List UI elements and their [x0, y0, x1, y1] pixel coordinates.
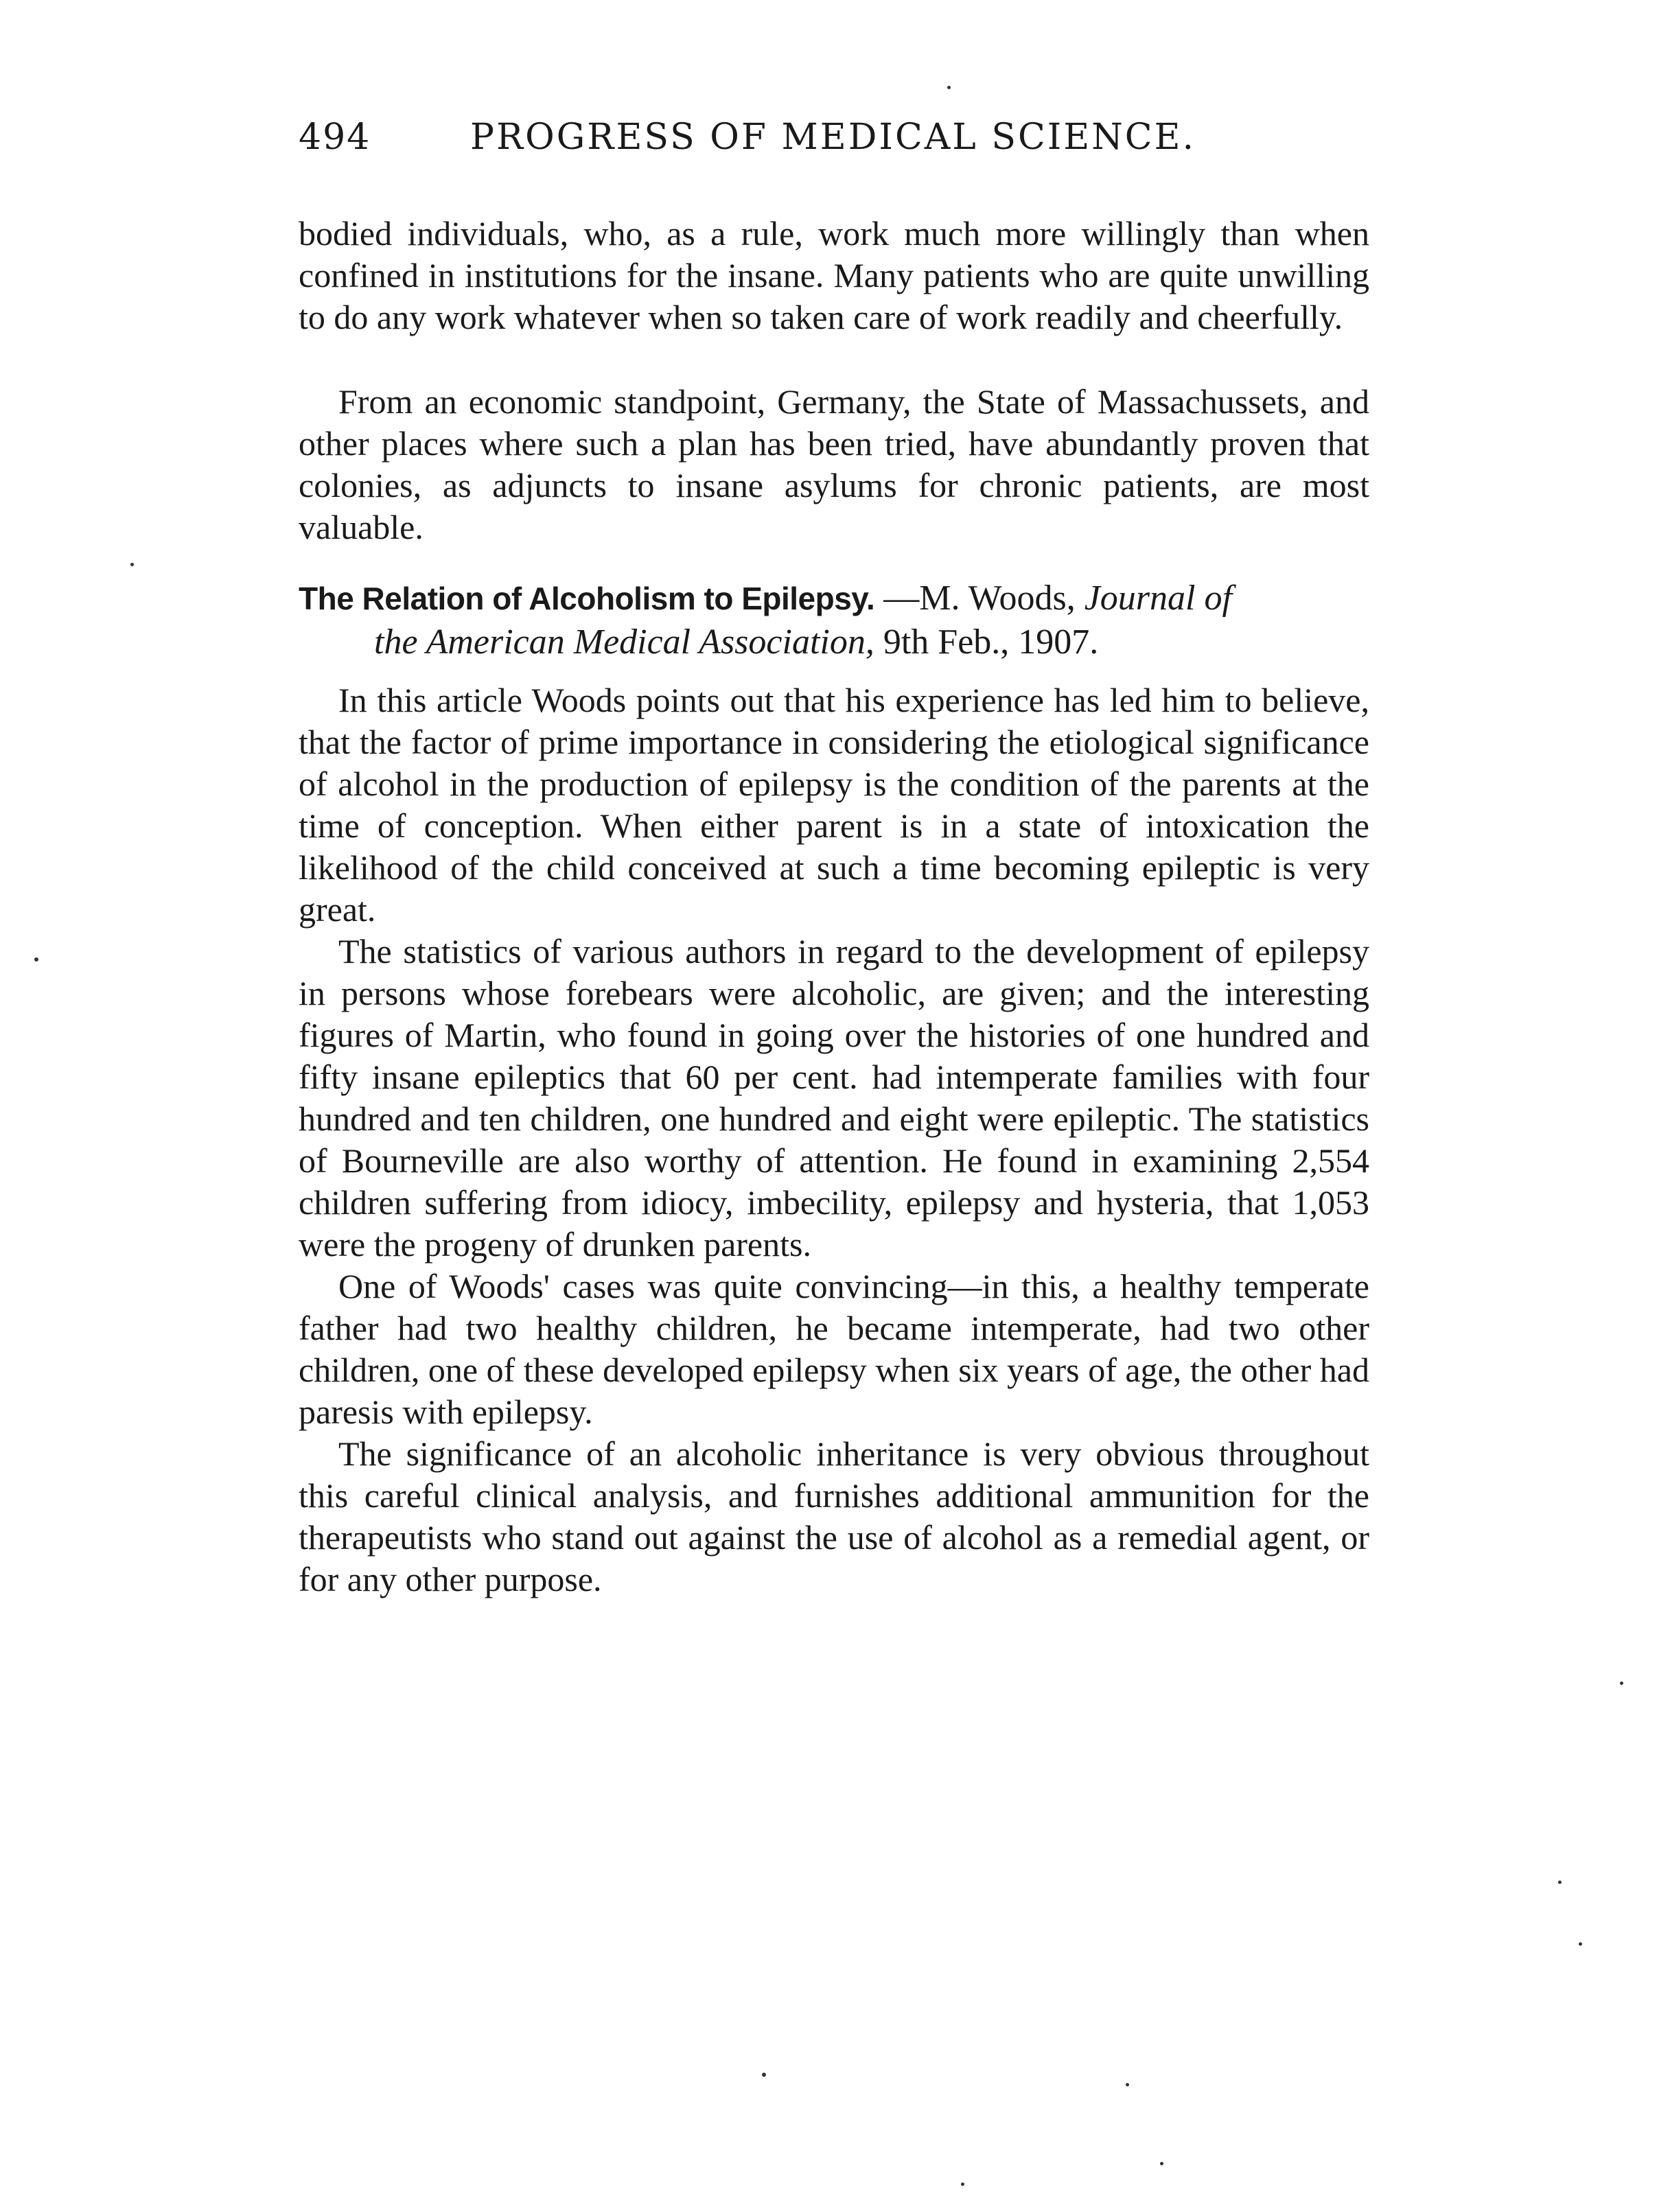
journal-name-part1: Journal of — [1084, 579, 1232, 618]
scan-speck — [762, 2073, 766, 2077]
article-paragraph-1: In this article Woods points out that his experience has led him to believe, that the factor of prime importance in considering the etiological significance of alcohol in the production of epilepsy is the condition of the parents at the time of conception. When either parent is in a state of intoxication the likelihood of the child conceived at such a time becoming epileptic is very great. — [299, 681, 1369, 929]
article-paragraph-4: The significance of an alcoholic inheritance is very obvious throughout this careful clinical analysis, and furnishes additional ammunition for the therapeutists who stand out against the use of alcohol as a remedial agent, or for any other purpose. — [299, 1434, 1369, 1598]
article-author: —M. Woods, — [883, 579, 1076, 618]
economic-paragraph: From an economic standpoint, Germany, the State of Massachussets, and other places where such a plan has been tried, have abundantly proven that colonies, as adjuncts to insane asylums for chronic patients, are most valuable. — [299, 382, 1369, 546]
scan-speck — [34, 957, 38, 962]
article-title: The Relation of Alcoholism to Epilepsy. — [299, 581, 875, 616]
running-title: PROGRESS OF MEDICAL SCIENCE. — [470, 117, 1196, 158]
economic-paragraph-block — [299, 381, 1369, 548]
article-date: 9th Feb., 1907. — [883, 622, 1099, 662]
journal-name-part2: the American Medical Association, — [374, 622, 874, 662]
article-paragraph-3: One of Woods' cases was quite convincing—in this, a healthy temperate father had two healthy children, he became intemperate, had two other children, one of these developed epilepsy when six years of age, the other had paresis with epilepsy. — [299, 1267, 1369, 1431]
article-heading — [299, 577, 1383, 664]
article-body — [299, 679, 1369, 1600]
page-header — [299, 117, 1383, 178]
continued-paragraph: bodied individuals, who, as a rule, work much more willingly than when confined in institutions for the insane. Many patients who are quite unwilling to do any work whatever when so taken care of work readily and cheerfully. — [299, 214, 1369, 336]
scan-speck — [1579, 1942, 1582, 1946]
scan-speck — [947, 86, 951, 89]
continued-paragraph-block — [299, 213, 1369, 338]
page-number: 494 — [299, 117, 371, 158]
scan-speck — [1160, 2162, 1163, 2165]
heading-second-line — [299, 620, 1383, 664]
scan-speck — [1558, 1881, 1562, 1884]
scan-speck — [961, 2182, 964, 2186]
scan-speck — [130, 563, 134, 566]
article-paragraph-2: The statistics of various authors in regard to the development of epilepsy in persons whose forebears were alcoholic, are given; and the interesting figures of Martin, who found in going over the histories of one hundred and fifty insane epileptics that 60 per cent. had intemperate families with four hundred and ten children, one hundred and eight were epileptic. The statistics of Bourneville are also worthy of attention. He found in examining 2,554 children suffering from idiocy, imbecility, epilepsy and hysteria, that 1,053 were the progeny of drunken parents. — [299, 932, 1369, 1264]
scan-speck — [1126, 2083, 1129, 2086]
scan-speck — [1620, 1681, 1623, 1685]
